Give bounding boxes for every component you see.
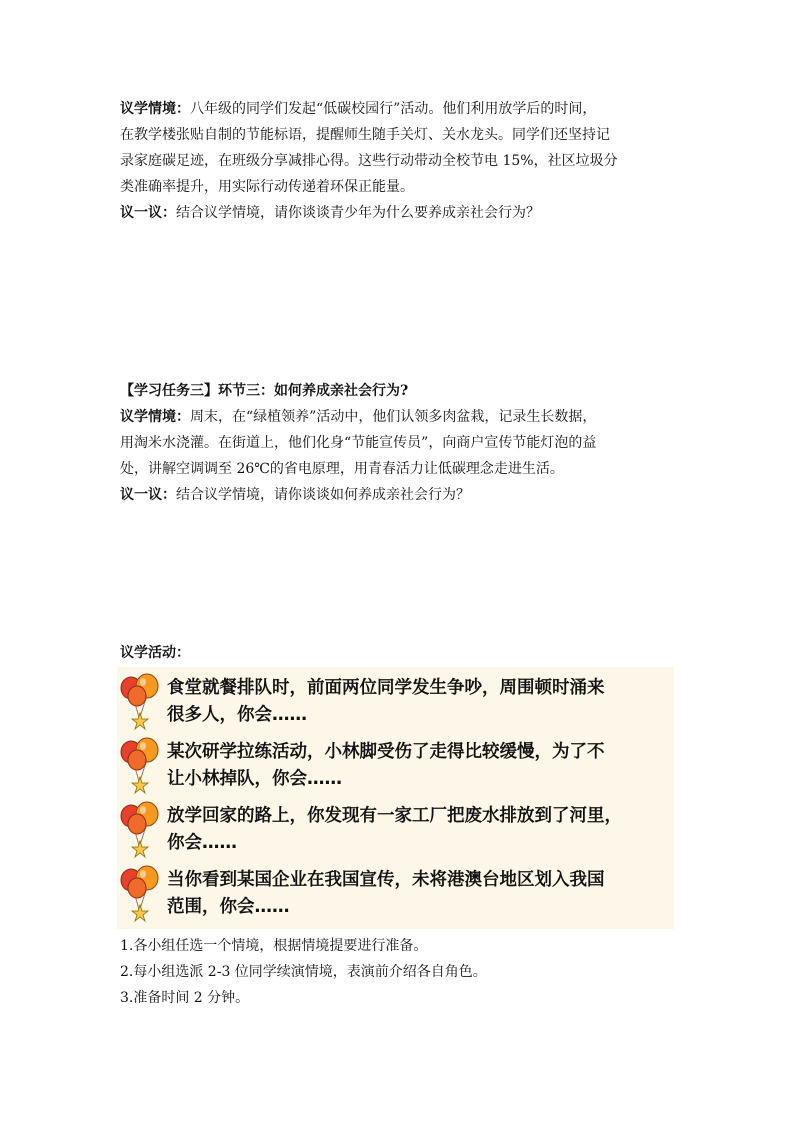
question-label: 议一议： [120, 487, 176, 503]
scenario-section-1 [120, 96, 680, 226]
balloon-icon [119, 865, 163, 923]
activity-text: 当你看到某国企业在我国宣传，未将港澳台地区划入我国 范围，你会…… [167, 870, 605, 917]
scenario-section-2 [120, 378, 680, 508]
instruction-item: 1.各小组任选一个情境，根据情境提要进行准备。 [120, 938, 428, 954]
scenario-text-line: 八年级的同学们发起“低碳校园行”活动。他们利用放学后的时间， [190, 101, 597, 117]
scenario-text-line: 类准确率提升，用实际行动传递着环保正能量。 [120, 179, 414, 195]
activity-item [117, 863, 674, 923]
discussion-question: 结合议学情境，请你谈谈如何养成亲社会行为？ [176, 487, 470, 503]
activity-item [117, 799, 674, 859]
balloon-icon [119, 801, 163, 859]
activity-panel [117, 667, 674, 929]
balloon-icon [119, 673, 163, 731]
instruction-item: 2.每小组选派 2-3 位同学续演情境，表演前介绍各自角色。 [120, 964, 487, 980]
activity-title-block [120, 640, 680, 666]
scenario-label: 议学情境： [120, 409, 190, 425]
scenario-text-line: 在教学楼张贴自制的节能标语，提醒师生随手关灯、关水龙头。同学们还坚持记 [120, 127, 610, 143]
activity-text: 食堂就餐排队时，前面两位同学发生争吵，周围顿时涌来 很多人，你会…… [167, 678, 605, 725]
activity-title: 议学活动： [120, 645, 190, 661]
question-label: 议一议： [120, 205, 176, 221]
task-heading: 【学习任务三】环节三：如何养成亲社会行为? [120, 383, 409, 399]
activity-item [117, 735, 674, 795]
discussion-question: 结合议学情境，请你谈谈青少年为什么要养成亲社会行为？ [176, 205, 540, 221]
scenario-label: 议学情境： [120, 101, 190, 117]
activity-text: 放学回家的路上，你发现有一家工厂把废水排放到了河里， 你会…… [167, 806, 622, 853]
instructions-list [120, 933, 487, 1011]
balloon-icon [119, 737, 163, 795]
scenario-text-line: 周末，在“绿植领养”活动中，他们认领多肉盆栽，记录生长数据， [190, 409, 597, 425]
activity-text: 某次研学拉练活动，小林脚受伤了走得比较缓慢，为了不 让小林掉队，你会…… [167, 742, 605, 789]
activity-item [117, 671, 674, 731]
instruction-item: 3.准备时间 2 分钟。 [120, 990, 250, 1006]
scenario-text-line: 处，讲解空调调至 26℃的省电原理，用青春活力让低碳理念走进生活。 [120, 461, 564, 477]
scenario-text-line: 用淘米水浇灌。在街道上，他们化身“节能宣传员”，向商户宣传节能灯泡的益 [120, 435, 597, 451]
scenario-text-line: 录家庭碳足迹，在班级分享减排心得。这些行动带动全校节电 15%，社区垃圾分 [120, 153, 618, 169]
